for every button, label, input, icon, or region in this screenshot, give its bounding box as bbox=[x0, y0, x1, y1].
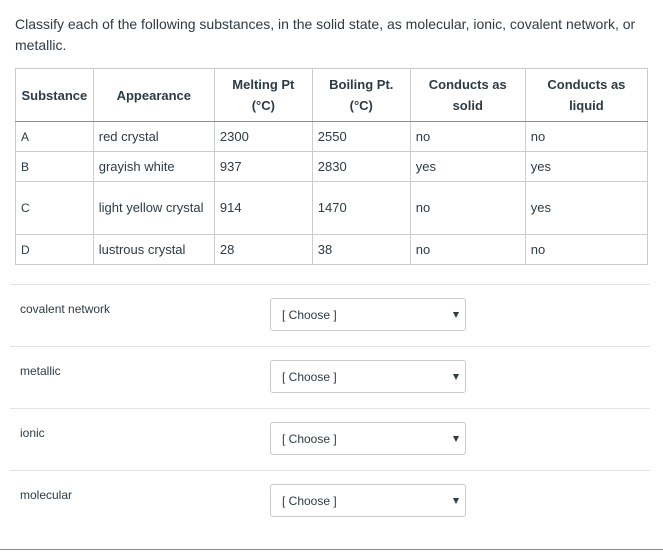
header-substance: Substance bbox=[16, 69, 94, 122]
answer-row-metallic bbox=[10, 346, 650, 408]
answer-row-molecular bbox=[10, 470, 650, 532]
cell-substance: A bbox=[16, 122, 94, 152]
header-boiling-point: Boiling Pt. (°C) bbox=[312, 69, 410, 122]
answer-label: covalent network bbox=[20, 302, 111, 316]
cell-melting-point: 28 bbox=[214, 235, 312, 265]
cell-conducts-solid: no bbox=[410, 235, 525, 265]
cell-substance: B bbox=[16, 152, 94, 182]
cell-conducts-liquid: yes bbox=[525, 182, 647, 235]
choose-dropdown[interactable] bbox=[270, 422, 466, 455]
dropdown-selected-value: [ Choose ] bbox=[282, 432, 337, 446]
cell-boiling-point: 1470 bbox=[312, 182, 410, 235]
dropdown-selected-value: [ Choose ] bbox=[282, 308, 337, 322]
header-melting-point: Melting Pt (°C) bbox=[214, 69, 312, 122]
table-row bbox=[16, 182, 648, 235]
cell-substance: D bbox=[16, 235, 94, 265]
cell-appearance: light yellow crystal bbox=[93, 182, 214, 235]
caret-down-icon bbox=[453, 498, 459, 504]
cell-conducts-liquid: no bbox=[525, 122, 647, 152]
cell-substance: C bbox=[16, 182, 94, 235]
answer-label: molecular bbox=[20, 488, 73, 502]
caret-down-icon bbox=[453, 374, 459, 380]
cell-melting-point: 914 bbox=[214, 182, 312, 235]
table-row bbox=[16, 152, 648, 182]
cell-conducts-liquid: yes bbox=[525, 152, 647, 182]
table-row bbox=[16, 235, 648, 265]
cell-appearance: grayish white bbox=[93, 152, 214, 182]
cell-appearance: red crystal bbox=[93, 122, 214, 152]
answer-list bbox=[10, 284, 650, 532]
caret-down-icon bbox=[453, 436, 459, 442]
cell-conducts-solid: no bbox=[410, 182, 525, 235]
table-row bbox=[16, 122, 648, 152]
answer-row-covalent-network bbox=[10, 284, 650, 346]
substance-table bbox=[15, 68, 648, 265]
divider bbox=[0, 549, 663, 550]
cell-conducts-solid: yes bbox=[410, 152, 525, 182]
dropdown-selected-value: [ Choose ] bbox=[282, 370, 337, 384]
header-conducts-solid: Conducts as solid bbox=[410, 69, 525, 122]
cell-conducts-liquid: no bbox=[525, 235, 647, 265]
choose-dropdown[interactable] bbox=[270, 360, 466, 393]
choose-dropdown[interactable] bbox=[270, 484, 466, 517]
cell-melting-point: 2300 bbox=[214, 122, 312, 152]
choose-dropdown[interactable] bbox=[270, 298, 466, 331]
cell-appearance: lustrous crystal bbox=[93, 235, 214, 265]
header-appearance: Appearance bbox=[93, 69, 214, 122]
cell-conducts-solid: no bbox=[410, 122, 525, 152]
answer-label: ionic bbox=[20, 426, 45, 440]
cell-melting-point: 937 bbox=[214, 152, 312, 182]
cell-boiling-point: 2830 bbox=[312, 152, 410, 182]
answer-row-ionic bbox=[10, 408, 650, 470]
answer-label: metallic bbox=[20, 364, 61, 378]
cell-boiling-point: 2550 bbox=[312, 122, 410, 152]
question-text: Classify each of the following substances, in the solid state, as molecular, ionic, covalent network, or metallic. bbox=[15, 16, 636, 53]
table-header-row bbox=[16, 69, 648, 122]
dropdown-selected-value: [ Choose ] bbox=[282, 494, 337, 508]
header-conducts-liquid: Conducts as liquid bbox=[525, 69, 647, 122]
caret-down-icon bbox=[453, 312, 459, 318]
cell-boiling-point: 38 bbox=[312, 235, 410, 265]
